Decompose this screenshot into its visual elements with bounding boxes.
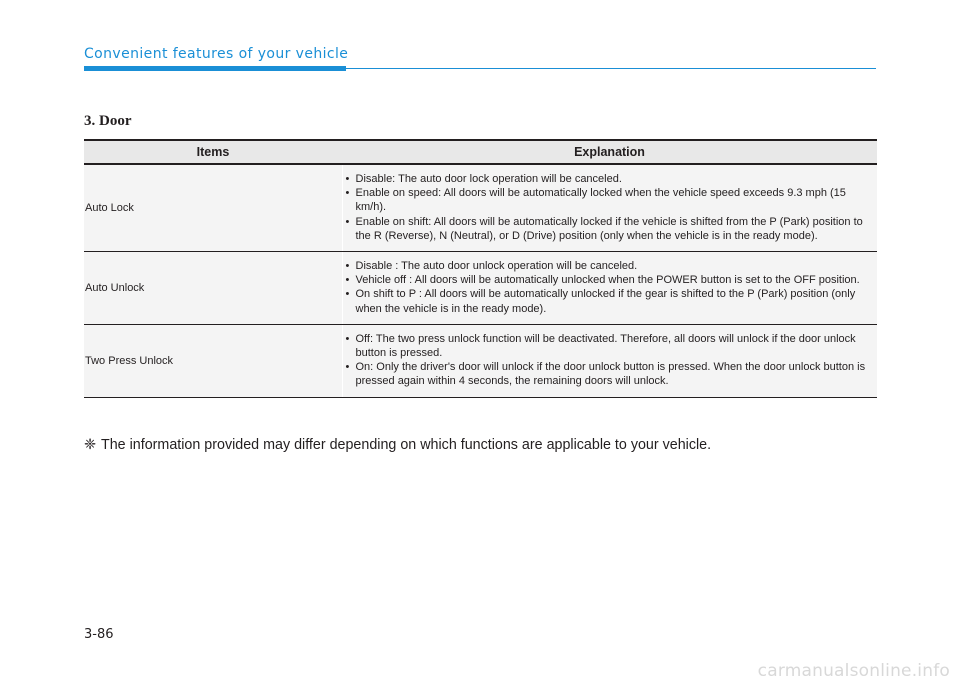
watermark: carmanualsonline.info [757, 661, 950, 681]
explanation-item: • On shift to P : All doors will be automatically unlocked if the gear is shifted to the P (Park) position (only when the vehicle is in the ready mode). [346, 287, 872, 315]
column-header-items: Items [84, 140, 342, 164]
table-row [84, 252, 877, 325]
row-item-auto-lock: Auto Lock [84, 164, 342, 252]
table-row [84, 324, 877, 397]
chapter-underline-accent [84, 66, 346, 71]
row-explanation [342, 324, 877, 397]
page-number: 3-86 [84, 627, 114, 642]
section-title: 3. Door [84, 113, 132, 129]
explanation-item: • Off: The two press unlock function will be deactivated. Therefore, all doors will unlock if the door unlock button is pressed. [346, 332, 872, 360]
chapter-underline-rule [346, 68, 876, 69]
footnote-text: The information provided may differ depending on which functions are applicable to your vehicle. [100, 437, 712, 453]
chapter-title: Convenient features of your vehicle [84, 46, 349, 62]
explanation-item: • Vehicle off : All doors will be automatically unlocked when the POWER button is set to the OFF position. [346, 273, 872, 287]
explanation-list [346, 259, 872, 316]
explanation-item: • Disable: The auto door lock operation will be canceled. [346, 172, 872, 186]
note-symbol-icon: ❈ [84, 437, 96, 453]
row-item-auto-unlock: Auto Unlock [84, 252, 342, 325]
explanation-item: • Enable on shift: All doors will be automatically locked if the vehicle is shifted from the P (Park) position to the R (Reverse), N (Neutral), or D (Drive) position (only when the vehicle is in the ready mode). [346, 215, 872, 243]
explanation-list [346, 172, 872, 243]
table-row [84, 164, 877, 252]
row-explanation [342, 252, 877, 325]
column-header-explanation: Explanation [342, 140, 877, 164]
table-header-row [84, 140, 877, 164]
explanation-item: • Enable on speed: All doors will be automatically locked when the vehicle speed exceeds 9.3 mph (15 km/h). [346, 186, 872, 214]
explanation-list [346, 332, 872, 389]
row-item-two-press-unlock: Two Press Unlock [84, 324, 342, 397]
footnote [84, 437, 711, 453]
explanation-item: • Disable : The auto door unlock operation will be canceled. [346, 259, 872, 273]
door-settings-table [84, 139, 877, 398]
explanation-item: • On: Only the driver's door will unlock if the door unlock button is pressed. When the door unlock button is pressed again within 4 seconds, the remaining doors will unlock. [346, 360, 872, 388]
row-explanation [342, 164, 877, 252]
